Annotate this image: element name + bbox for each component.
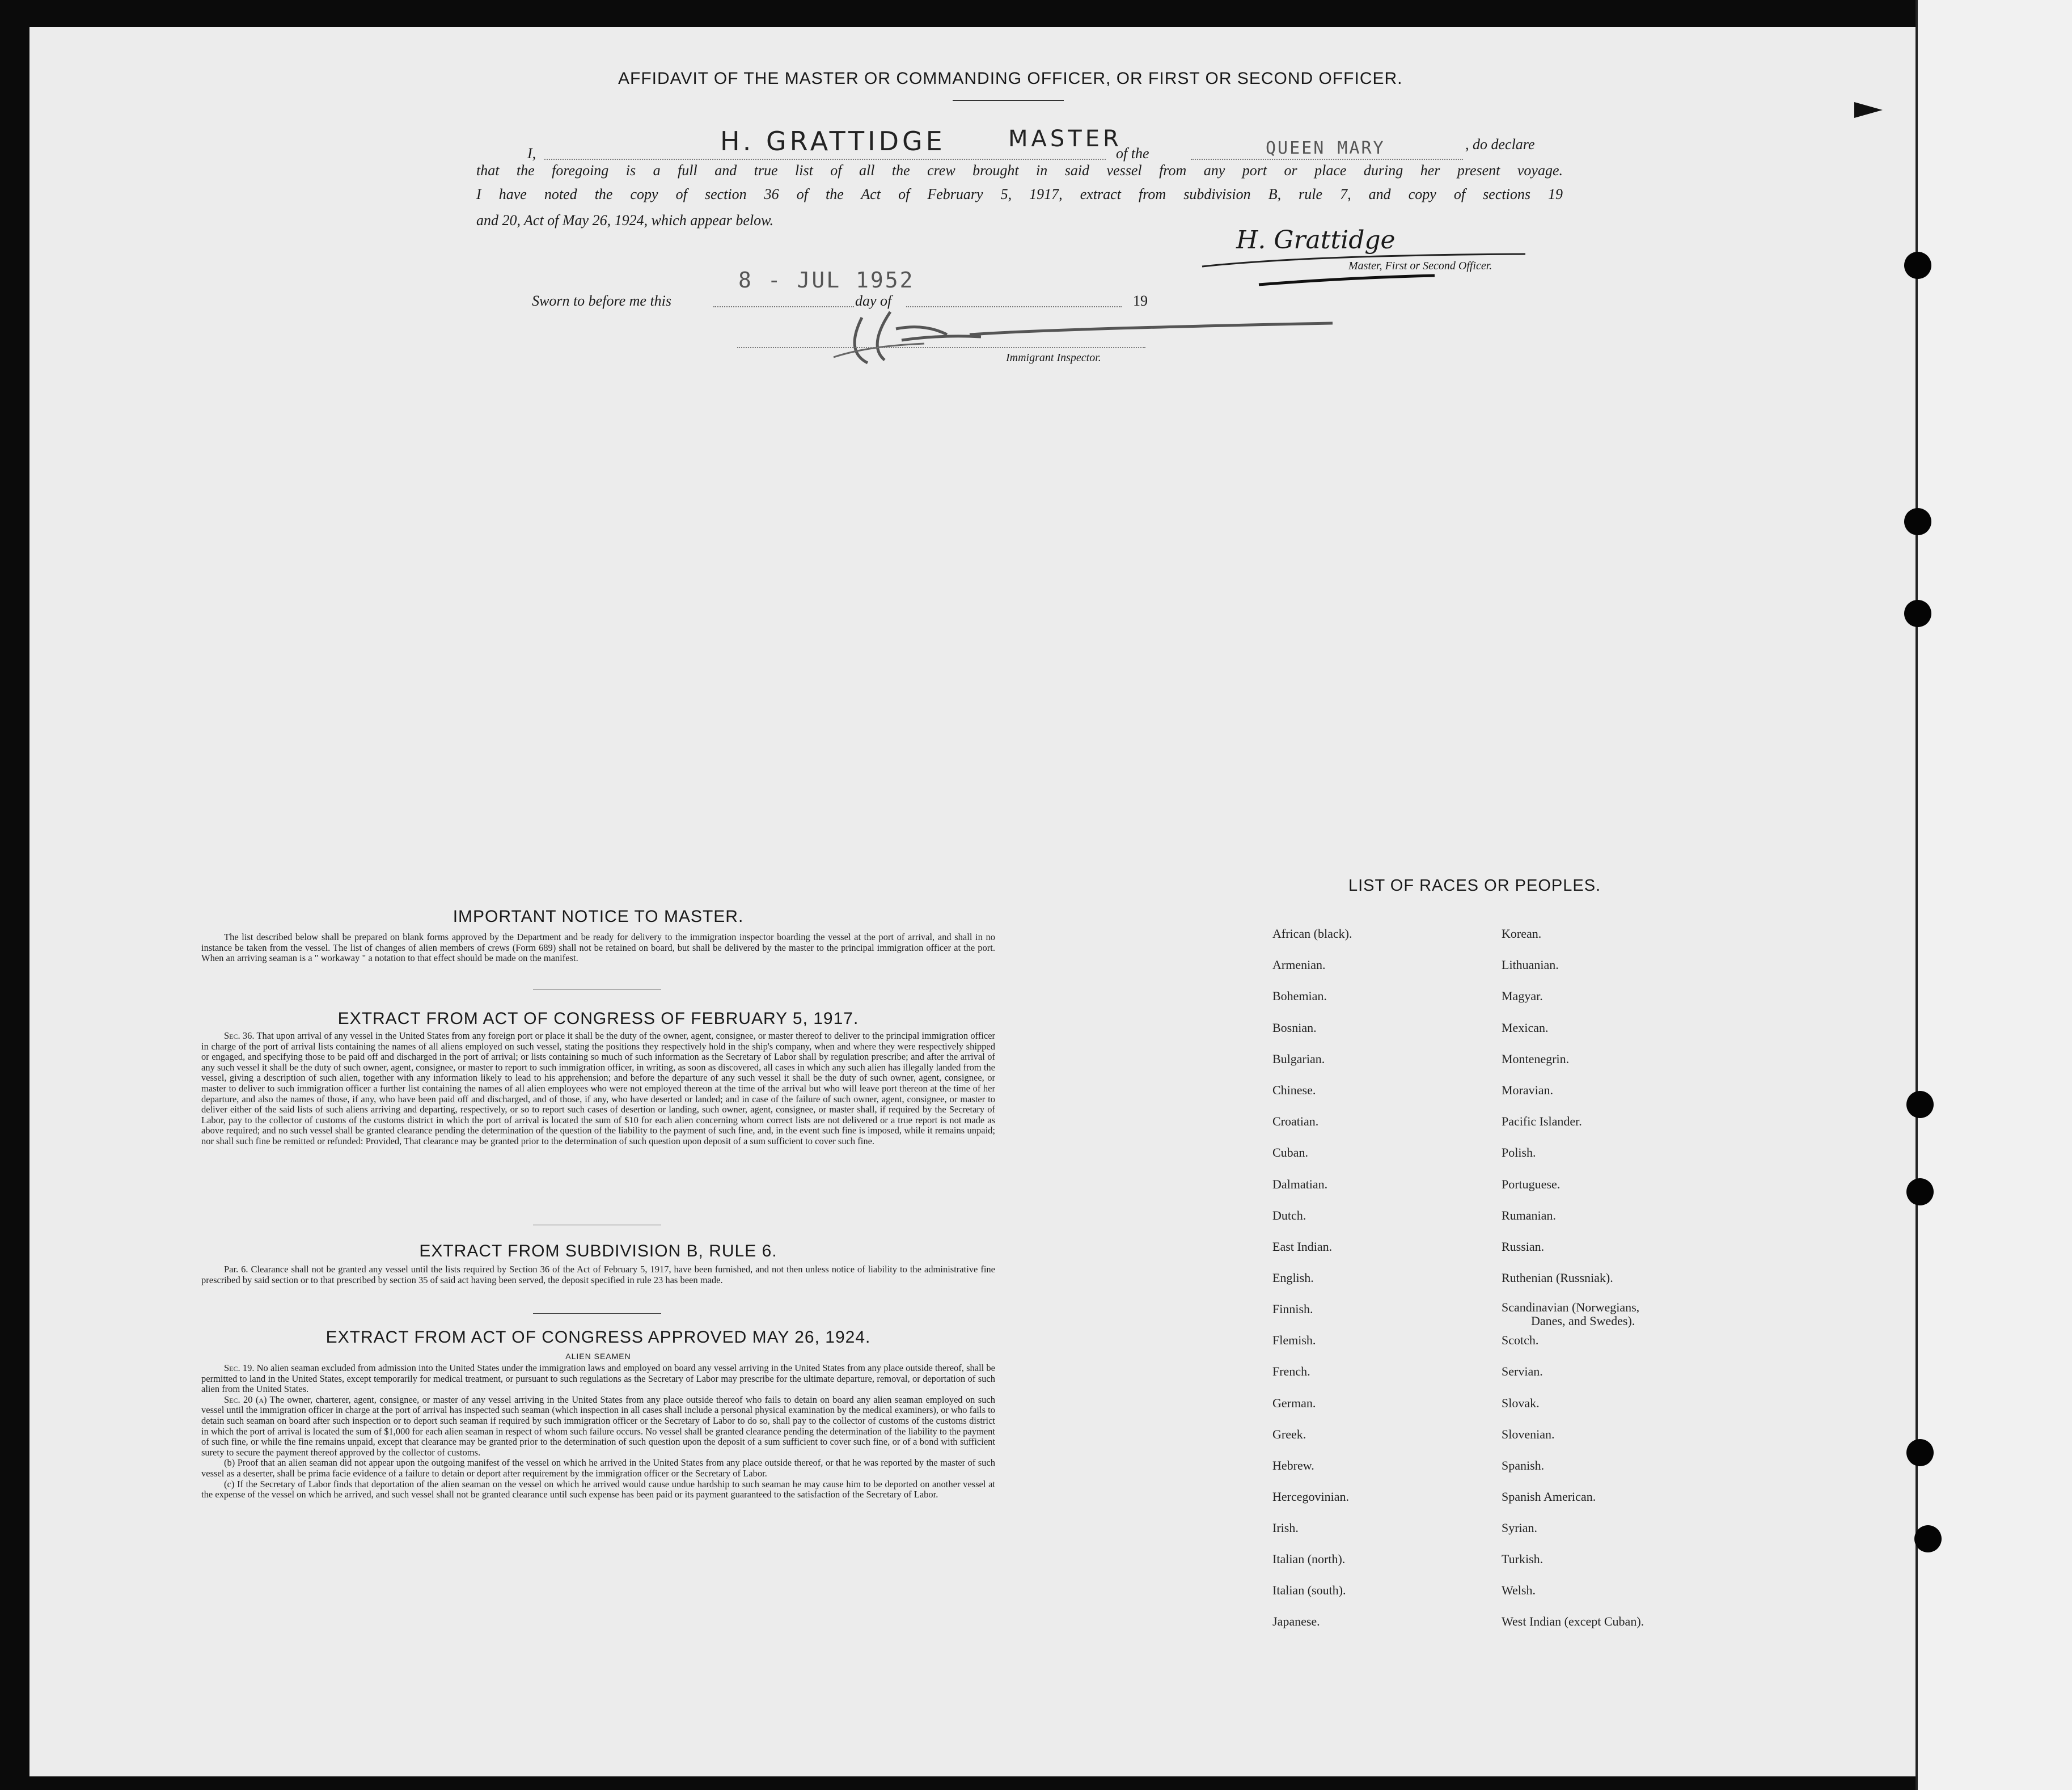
declaration-line-4: and 20, Act of May 26, 1924, which appear below. <box>476 212 774 228</box>
race-item: Portuguese. <box>1502 1177 1561 1191</box>
race-item: Armenian. <box>1272 958 1326 972</box>
race-item: Bulgarian. <box>1272 1052 1325 1066</box>
punch-hole-icon <box>1904 600 1931 627</box>
arrow-marker-icon <box>1854 102 1883 118</box>
margin-strip <box>1915 0 2072 1790</box>
punch-hole-icon <box>1906 1439 1934 1466</box>
race-item: Hercegovinian. <box>1272 1489 1349 1504</box>
alien-seamen-subtitle: ALIEN SEAMEN <box>565 1352 631 1361</box>
rule-6-title: EXTRACT FROM SUBDIVISION B, RULE 6. <box>419 1242 777 1260</box>
punch-hole-icon <box>1904 252 1931 279</box>
race-item: German. <box>1272 1396 1316 1410</box>
race-item: Bohemian. <box>1272 989 1327 1003</box>
year-prefix: 19 <box>1133 293 1148 309</box>
rule-6-body: Clearance shall not be granted any vessel until the lists required by Section 36 of the Act of February 5, 1917, have been furnished, and not then unless notice of liability to the administrative fine prescribed by said section or to that prescribed by section 35 of said act having been served, the deposit specified in rule 23 has been made. <box>201 1264 995 1285</box>
declarant-prefix: I, <box>527 145 536 162</box>
signer-caption: Master, First or Second Officer. <box>1348 260 1492 272</box>
punch-hole-icon <box>1906 1178 1934 1205</box>
of-the-label: of the <box>1116 145 1149 162</box>
section-20a-label: Sec. 20 (a) <box>224 1394 267 1405</box>
race-item: Croatian. <box>1272 1114 1319 1128</box>
title-rule <box>953 100 1064 101</box>
race-item: Italian (south). <box>1272 1583 1346 1597</box>
race-item: Scandinavian (Norwegians, <box>1502 1300 1640 1314</box>
race-item: African (black). <box>1272 926 1352 941</box>
race-item: Hebrew. <box>1272 1458 1314 1472</box>
inspector-caption: Immigrant Inspector. <box>1006 352 1101 364</box>
race-item: East Indian. <box>1272 1239 1333 1254</box>
section-20c-label: (c) <box>224 1478 235 1489</box>
race-item: Polish. <box>1502 1145 1536 1160</box>
section-rule <box>533 1313 661 1314</box>
race-item: French. <box>1272 1364 1310 1378</box>
race-item: Mexican. <box>1502 1021 1549 1035</box>
race-item: Dutch. <box>1272 1208 1306 1222</box>
race-item: Finnish. <box>1272 1302 1313 1316</box>
par-6-label: Par. 6. <box>224 1264 248 1275</box>
section-36-paragraph <box>201 1031 995 1147</box>
do-declare-label: , do declare <box>1465 136 1535 153</box>
extract-1917-title: EXTRACT FROM ACT OF CONGRESS OF FEBRUARY 5, 1917. <box>337 1009 859 1028</box>
handwritten-name: H. GRATTIDGE <box>720 126 946 156</box>
race-item: Japanese. <box>1272 1614 1320 1628</box>
race-item: Korean. <box>1502 926 1542 941</box>
race-item: Ruthenian (Russniak). <box>1502 1271 1613 1285</box>
section-20a-paragraph <box>201 1395 995 1458</box>
race-item: Spanish. <box>1502 1458 1545 1472</box>
race-item: Servian. <box>1502 1364 1543 1378</box>
vessel-name-stamp: QUEEN MARY <box>1266 138 1385 158</box>
punch-hole-icon <box>1914 1525 1942 1552</box>
race-item: Montenegrin. <box>1502 1052 1570 1066</box>
rule-6-paragraph <box>201 1264 995 1285</box>
section-19-paragraph <box>201 1363 995 1395</box>
section-20b-paragraph <box>201 1458 995 1479</box>
vessel-line <box>1191 159 1463 160</box>
section-20a-body: The owner, charterer, agent, consignee, or master of any vessel arriving in the United States from any place outside thereof who fails to detain on board any alien seaman employed on such vessel until the immigration officer in charge at the port of arrival has inspected such seaman (which inspection in all cases shall include a personal physical examination by the medical examiners), or who fails to detain such seaman on board after such inspection or to deport such seaman if required by such immigration officer or the Secretary of Labor to do so, shall pay to the collector of customs of the customs district in which the port of arrival is located the sum of $1,000 for each alien seaman in respect of whom such failure occurs. No vessel shall be granted clearance pending the determination of the liability to the payment of such fine, or while the fine remains unpaid, except that clearance may be granted prior to the determination of such question upon the deposit of a sum sufficient to cover such fine, or of a bond with sufficient surety to secure the payment thereof approved by the collector of customs. <box>201 1394 995 1458</box>
race-item: Dalmatian. <box>1272 1177 1328 1191</box>
race-item: Syrian. <box>1502 1521 1537 1535</box>
race-item: Lithuanian. <box>1502 958 1559 972</box>
race-item: Slovenian. <box>1502 1427 1555 1441</box>
race-item: West Indian (except Cuban). <box>1502 1614 1644 1628</box>
race-item: Flemish. <box>1272 1333 1316 1347</box>
section-20b-label: (b) <box>224 1457 235 1469</box>
declaration-line-2: that the foregoing is a full and true list of all the crew brought in said vessel from any port or place during her present voyage. <box>476 162 1563 179</box>
document-sheet <box>29 27 1915 1776</box>
punch-hole-icon <box>1906 1091 1934 1118</box>
inspector-line <box>737 347 1145 348</box>
affidavit-title: AFFIDAVIT OF THE MASTER OR COMMANDING OFFICER, OR FIRST OR SECOND OFFICER. <box>618 69 1403 88</box>
section-20c-body: If the Secretary of Labor finds that deportation of the alien seaman on the vessel on which he arrived would cause undue hardship to such seaman he may cause him to be deported on another vessel at the expense of the vessel on which he arrived, and such vessel shall not be granted clearance until such expense has been paid or its payment guaranteed to the satisfaction of the Secretary of Labor. <box>201 1478 995 1500</box>
race-item: Pacific Islander. <box>1502 1114 1582 1128</box>
race-item: Scotch. <box>1502 1333 1539 1347</box>
race-item: Cuban. <box>1272 1145 1308 1160</box>
race-item: Greek. <box>1272 1427 1306 1441</box>
extract-1924-text <box>201 1363 995 1500</box>
date-stamp: 8 - JUL 1952 <box>738 268 915 293</box>
section-19-label: Sec. 19. <box>224 1362 255 1373</box>
race-item: Moravian. <box>1502 1083 1554 1097</box>
sworn-label: Sworn to before me this <box>532 293 672 309</box>
races-title: LIST OF RACES OR PEOPLES. <box>1348 877 1601 895</box>
notice-paragraph: The list described below shall be prepared on blank forms approved by the Department and be ready for delivery to the immigration inspector boarding the vessel at the port of arrival, and shall in no instance be taken from the vessel. The list of changes of alien members of crews (Form 689) shall not be retained on board, but shall be delivered by the master to the principal immigration officer at the port. When an arriving seaman is a " workaway " a notation to that effect should be made on the manifest. <box>201 932 995 964</box>
section-36-body: That upon arrival of any vessel in the United States from any foreign port or place it shall be the duty of the owner, agent, consignee, or master thereof to deliver to the principal immigration officer in charge of the port of arrival lists containing the names of all aliens employed on such vessel, stating the positions they respectively hold in the ship's company, when and where they were respectively shipped or engaged, and specifying those to be paid off and discharged in the port of arrival; or lists containing so much of such information as the Secretary of Labor shall by regulation prescribe; and after the arrival of any such vessel it shall be the duty of such owner, agent, consignee, or master to report to such immigration officer, in writing, as soon as discovered, all cases in which any such alien has illegally landed from the vessel, giving a description of such alien, together with any information likely to lead to his apprehension; and before the departure of any such vessel it shall be the duty of such owner, agent, consignee, or master to deliver to such immigration officer a further list containing the names of all alien employees who were not employed thereon at the time of the arrival but who will leave port thereon at the time of her departure, and also the names of those, if any, who have been paid off and discharged, and of those, if any, who have deserted or landed; and in case of the failure of such owner, agent, consignee, or master to deliver either of the said lists of such aliens arriving and departing, respectively, or so to report such cases of desertion or landing, such owner, agent, consignee, or master shall, if required by the Secretary of Labor, pay to the collector of customs of the customs district in which the port of arrival is located the sum of $10 for each alien concerning whom correct lists are not delivered or a true report is not made as above required; and no such vessel shall be granted clearance pending the determination of the question of the liability to the payment of such fine, and, in the event such fine is imposed, while it remains unpaid; nor shall such fine be remitted or refunded: Provided, That clearance may be granted prior to the determination of such question upon deposit of a sum sufficient to cover such fine. <box>201 1030 996 1146</box>
race-item: Welsh. <box>1502 1583 1536 1597</box>
punch-hole-icon <box>1904 508 1931 535</box>
race-item: Turkish. <box>1502 1552 1544 1566</box>
notice-title: IMPORTANT NOTICE TO MASTER. <box>453 907 744 926</box>
day-of-label: day of <box>855 293 892 309</box>
race-item: Magyar. <box>1502 989 1543 1003</box>
race-item: Bosnian. <box>1272 1021 1317 1035</box>
race-item: English. <box>1272 1271 1314 1285</box>
race-item: Irish. <box>1272 1521 1299 1535</box>
master-signature: H. Grattidge <box>1236 226 1396 255</box>
handwritten-rank: MASTER <box>1008 126 1122 152</box>
race-item-continuation: Danes, and Swedes). <box>1531 1314 1635 1328</box>
race-item: Italian (north). <box>1272 1552 1346 1566</box>
name-line <box>544 159 1106 160</box>
race-item: Chinese. <box>1272 1083 1316 1097</box>
extract-1924-title: EXTRACT FROM ACT OF CONGRESS APPROVED MAY 26, 1924. <box>325 1328 871 1347</box>
race-item: Slovak. <box>1502 1396 1540 1410</box>
notice-text <box>201 932 995 964</box>
section-19-body: No alien seaman excluded from admission into the United States under the immigration laws and employed on board any vessel arriving in the United States from any place outside thereof, shall be permitted to land in the United States, except temporarily for medical treatment, or pursuant to such regulations as the Secretary of Labor may prescribe for the ultimate departure, removal, or deportation of such alien from the United States. <box>201 1362 995 1395</box>
race-item: Russian. <box>1502 1239 1545 1254</box>
race-item: Spanish American. <box>1502 1489 1596 1504</box>
declaration-line-3: I have noted the copy of section 36 of the Act of February 5, 1917, extract from subdivision B, rule 7, and copy of sections 19 <box>476 186 1563 202</box>
section-20c-paragraph <box>201 1479 995 1500</box>
extract-1917-text <box>201 1031 995 1147</box>
section-20b-body: Proof that an alien seaman did not appear upon the outgoing manifest of the vessel on which he arrived in the United States from any place outside thereof, or that he was reported by the master of such vessel as a deserter, shall be prima facie evidence of a failure to detain or deport after requirement by the immigration officer or the Secretary of Labor. <box>201 1457 996 1479</box>
race-item: Rumanian. <box>1502 1208 1556 1222</box>
rule-6-text <box>201 1264 995 1285</box>
section-36-label: Sec. 36. <box>224 1030 255 1041</box>
